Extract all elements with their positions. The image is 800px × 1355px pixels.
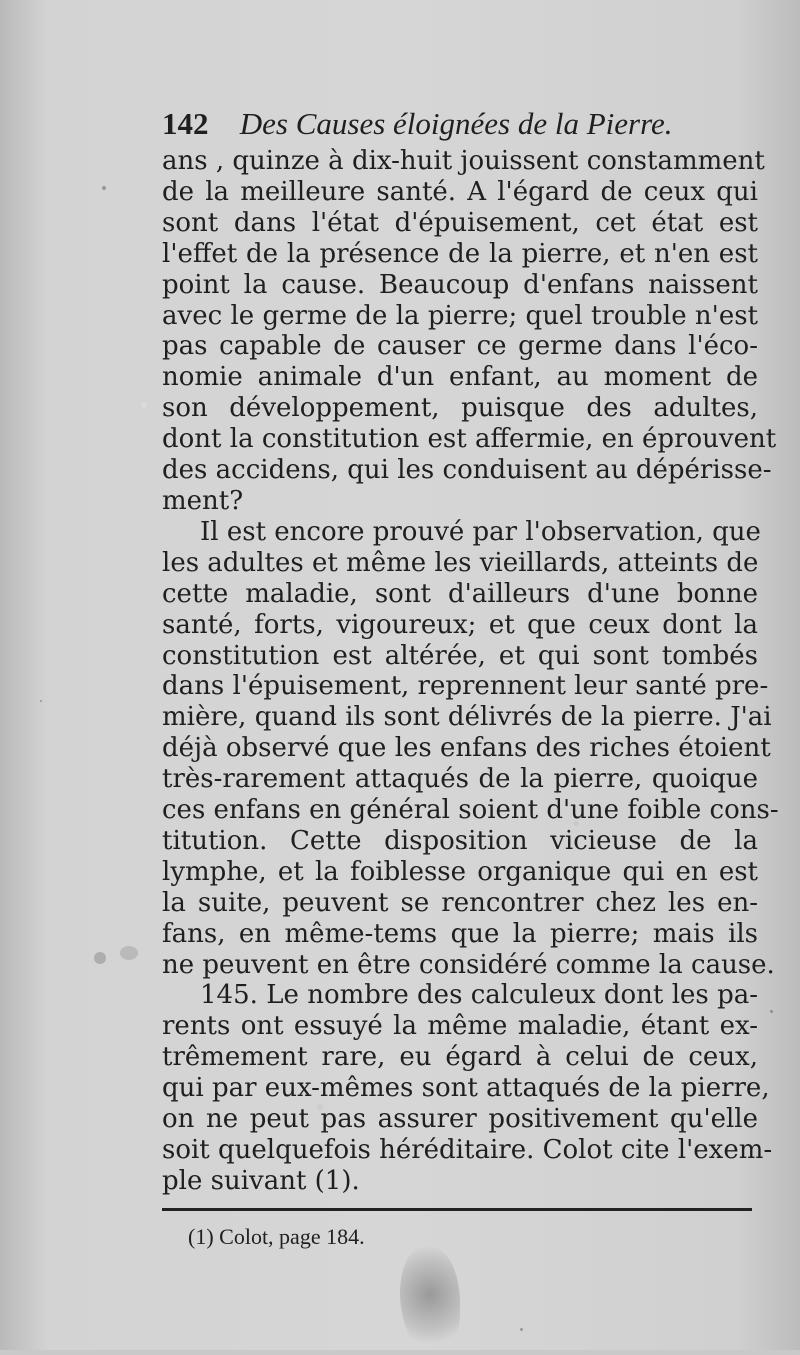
text-line: des accidens, qui les conduisent au dépérisse- (162, 455, 772, 486)
text-line: 145. Le nombre des calculeux dont les pa- (200, 980, 758, 1011)
text-line: qui par eux-mêmes sont attaqués de la pierre, (162, 1073, 770, 1104)
text-line: rents ont essuyé la même maladie, étant ex- (162, 1011, 758, 1042)
text-line: ple suivant (1). (162, 1165, 360, 1196)
paper-speck (770, 1010, 773, 1013)
text-line: nomie animale d'un enfant, au moment de (162, 362, 758, 393)
text-line: lymphe, et la foiblesse organique qui en est (162, 856, 758, 887)
paper-speck (40, 700, 42, 702)
paper-speck (120, 946, 138, 960)
text-line: l'effet de la présence de la pierre, et n'en est (162, 238, 758, 269)
text-line: de la meilleure santé. A l'égard de ceux qui (162, 176, 758, 207)
text-line: fans, en même-tems que la pierre; mais ils (162, 918, 758, 949)
footnote: (1) Colot, page 184. (188, 1224, 365, 1249)
page-header (162, 104, 752, 144)
text-line: dans l'épuisement, reprennent leur santé pre- (162, 671, 769, 702)
text-line: Il est encore prouvé par l'observation, que (200, 516, 761, 547)
text-line: mière, quand ils sont délivrés de la pierre. J'ai (162, 702, 772, 733)
text-line: ne peuvent en être considéré comme la cause. (162, 949, 775, 980)
text-line: sont dans l'état d'épuisement, cet état est (162, 207, 758, 238)
text-line: très-rarement attaqués de la pierre, quoique (162, 764, 758, 795)
text-line: dont la constitution est affermie, en éprouvent (162, 424, 777, 455)
text-line: trêmement rare, eu égard à celui de ceux, (162, 1042, 758, 1073)
text-line: soit quelquefois héréditaire. Colot cite l'exem- (162, 1135, 773, 1165)
text-line: pas capable de causer ce germe dans l'éco- (162, 331, 758, 362)
page-body (162, 146, 779, 1197)
page-number: 142 (162, 106, 209, 141)
text-line: déjà observé que les enfans des riches étoient (162, 733, 771, 764)
text-line: avec le germe de la pierre; quel trouble n'est (162, 300, 758, 331)
text-line: ces enfans en général soient d'une foible cons- (162, 795, 779, 826)
paper-speck (94, 952, 106, 964)
text-line: constitution est altérée, et qui sont tombés (162, 640, 758, 671)
text-line: on ne peut pas assurer positivement qu'elle (162, 1104, 758, 1135)
text-line: cette maladie, sont d'ailleurs d'une bonne (162, 578, 758, 609)
paper-speck (102, 186, 106, 190)
text-line: ment? (162, 485, 244, 516)
text-line: son développement, puisque des adultes, (162, 393, 758, 424)
text-line: les adultes et même les vieillards, atteints de (162, 547, 759, 578)
running-title: Des Causes éloignées de la Pierre. (239, 106, 673, 141)
text-line: titution. Cette disposition vicieuse de la (162, 825, 758, 856)
ink-blot (400, 1245, 460, 1355)
footnote-divider (162, 1208, 752, 1211)
text-line: santé, forts, vigoureux; et que ceux dont la (162, 609, 758, 640)
text-line: ans , quinze à dix-huit jouissent constamment (162, 146, 765, 176)
paper-speck (520, 1328, 523, 1331)
text-line: point la cause. Beaucoup d'enfans naissent (162, 269, 758, 300)
text-line: la suite, peuvent se rencontrer chez les en- (162, 887, 758, 918)
